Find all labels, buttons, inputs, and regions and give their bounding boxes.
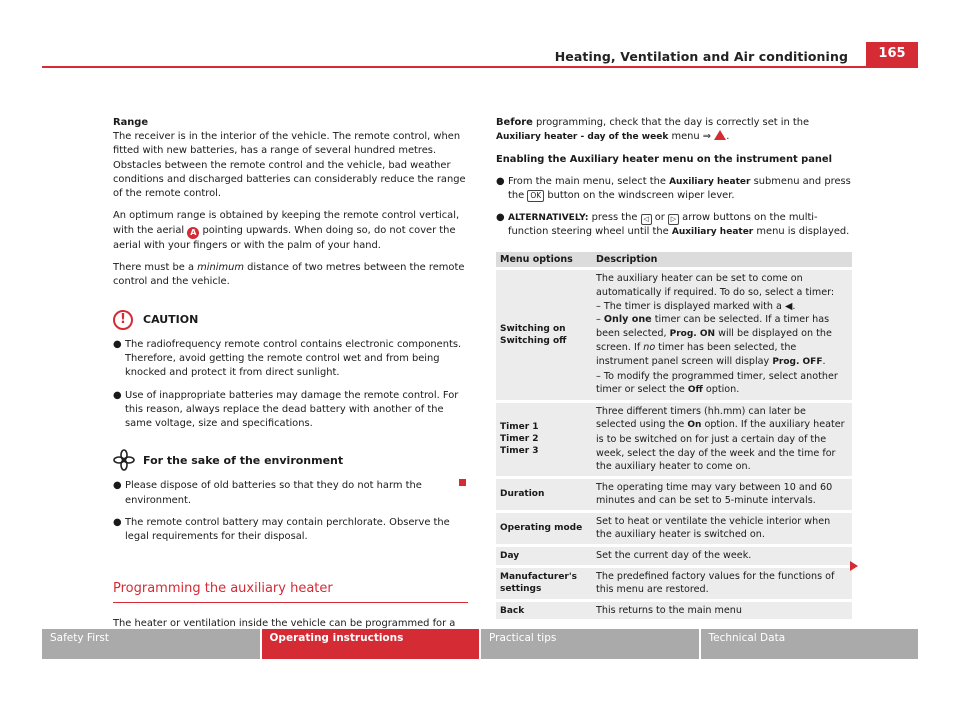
left-arrow-key-icon: ◁: [641, 214, 652, 225]
bold-text: Before: [496, 117, 533, 128]
caution-bullet: [113, 338, 468, 381]
continue-arrow-icon: [850, 561, 858, 571]
caution-icon: !: [113, 310, 133, 330]
text-span: or: [654, 212, 665, 224]
option-cell: Day: [496, 546, 592, 567]
text-span: An optimum range is obtained by keeping the remote control vertical, with the aerial: [113, 210, 460, 236]
text-span: will be displayed on the screen. If: [596, 327, 832, 354]
section-paragraph: The heater or ventilation inside the vehicle can be programmed for a: [113, 617, 456, 629]
range-heading: Range: [113, 117, 149, 128]
desc-line: – The timer is displayed marked with a ◀.: [596, 300, 796, 312]
table-row: [496, 401, 852, 477]
text-span: option. If the auxiliary heater is to be switched on for just a certain day of the week, select the day of the week and the time for the auxiliary heater to come on.: [596, 419, 845, 473]
text-span: menu ⇒: [671, 131, 712, 143]
environment-bullet: [113, 516, 468, 545]
bullet-text: The remote control battery may contain perchlorate. Observe the legal requirements for their disposal.: [125, 517, 450, 543]
text-span: pointing upwards. When doing so, do not cover the aerial with your fingers or with the palm of your hand.: [113, 224, 456, 251]
option-cell: Switching on Switching off: [496, 269, 592, 401]
caution-title: CAUTION: [143, 313, 199, 327]
desc-line: – Only one timer can be selected. If a timer has been selected, Prog. ON will be displayed on the screen. If no timer has been selected, the instrument panel screen will display Prog. OFF.: [596, 314, 832, 367]
marker-arrow-icon: ◀: [785, 300, 793, 312]
bullet-icon: ●: [496, 212, 505, 224]
page-number: 165: [866, 42, 918, 66]
description-cell: Set to heat or ventilate the vehicle interior when the auxiliary heater is switched on.: [592, 511, 852, 545]
text-span: press the: [591, 212, 638, 224]
menu-options-table: [496, 252, 852, 620]
bold-text: Only one: [603, 314, 652, 326]
caution-header: [113, 310, 468, 330]
right-column: [496, 116, 852, 619]
desc-line: The auxiliary heater can be set to come on automatically if required. To do so, select a timer:: [596, 273, 835, 298]
table-row: [496, 566, 852, 600]
tab-operating-instructions[interactable]: Operating instructions: [262, 629, 480, 659]
emphasis-text: minimum: [197, 262, 245, 274]
screen-text: Prog. ON: [669, 328, 716, 339]
bold-text: ALTERNATIVELY:: [508, 213, 589, 224]
emphasis-text: no: [643, 342, 656, 354]
text-span: distance of two metres between the remote control and the vehicle.: [113, 262, 465, 288]
range-paragraph-1: The receiver is in the interior of the vehicle. The remote control, when fitted with new batteries, has a range of several hundred metres. Obstacles between the remote control and the vehicle, bad weather conditions and discharged batteries can considerably reduce the range of the remote control.: [113, 131, 466, 200]
text-span: button on the windscreen wiper lever.: [547, 189, 735, 201]
right-arrow-key-icon: ▷: [668, 214, 679, 225]
bullet-text: [508, 211, 852, 240]
text-span: arrow buttons on the multi-function steering wheel until the: [508, 212, 818, 238]
description-cell: The operating time may vary between 10 and 60 minutes and can be set to 5-minute intervals.: [592, 477, 852, 511]
description-cell: This returns to the main menu: [592, 600, 852, 619]
environment-header: [113, 449, 468, 471]
instruction-bullet: [496, 175, 852, 204]
option-cell: Back: [496, 600, 592, 619]
footer-nav: [42, 629, 918, 659]
table-row: [496, 511, 852, 545]
text-span: menu is displayed.: [756, 226, 850, 238]
caution-bullet: [113, 389, 468, 432]
text-span: – To modify the programmed timer, select another timer or select the: [596, 370, 838, 396]
option-cell: Operating mode: [496, 511, 592, 545]
before-paragraph: Before programming, check that the day is correctly set in the Auxiliary heater - day of the week menu ⇒ .: [496, 117, 810, 143]
bullet-text: The radiofrequency remote control contains electronic components. Therefore, avoid getting the remote control wet and from being knocked and protect it from direct sunlight.: [125, 338, 462, 379]
bullet-icon: ●: [113, 338, 122, 350]
chapter-title: Heating, Ventilation and Air conditioning: [554, 49, 848, 64]
instruction-bullet: [496, 211, 852, 240]
column-header: Description: [592, 252, 852, 269]
section-title: Programming the auxiliary heater: [113, 581, 468, 603]
bullet-text: Use of inappropriate batteries may damage the remote control. For this reason, always replace the dead battery with another of the same voltage, size and specifications.: [125, 389, 459, 430]
description-cell: Set the current day of the week.: [592, 546, 852, 567]
aerial-a-marker: A: [187, 227, 199, 239]
bold-text: Off: [687, 385, 703, 396]
option-cell: Manufacturer's settings: [496, 566, 592, 600]
bold-text: On: [687, 420, 702, 431]
warning-triangle-icon: [714, 130, 726, 140]
range-paragraph-2: [113, 209, 468, 253]
text-span: There must be a: [113, 262, 194, 274]
table-row: [496, 269, 852, 401]
text-span: –: [596, 314, 604, 326]
option-cell: Timer 1 Timer 2 Timer 3: [496, 401, 592, 477]
description-cell: [592, 401, 852, 477]
table-row: [496, 477, 852, 511]
left-column: [113, 116, 468, 645]
bullet-icon: ●: [496, 175, 505, 187]
header-divider: [42, 66, 918, 68]
tab-practical-tips[interactable]: Practical tips: [481, 629, 699, 659]
bullet-text: [508, 175, 852, 204]
bullet-icon: ●: [113, 480, 122, 492]
text-span: option.: [705, 384, 740, 396]
bullet-icon: ●: [113, 389, 122, 401]
menu-name: Auxiliary heater - day of the week: [496, 132, 669, 143]
environment-bullet: [113, 479, 468, 508]
tab-safety-first[interactable]: Safety First: [42, 629, 260, 659]
range-paragraph-3: [113, 261, 468, 290]
environment-leaf-icon: [113, 449, 135, 471]
screen-text: Prog. OFF: [772, 356, 823, 367]
description-cell: The predefined factory values for the functions of this menu are restored.: [592, 566, 852, 600]
table-row: [496, 546, 852, 567]
bullet-text: Please dispose of old batteries so that they do not harm the environment.: [125, 480, 422, 506]
bullet-icon: ●: [113, 517, 122, 529]
table-header-row: [496, 252, 852, 269]
text-span: timer has been selected, the instrument panel screen will display: [596, 342, 797, 367]
column-header: Menu options: [496, 252, 592, 269]
text-span: timer can be selected. If a timer has been selected,: [596, 314, 830, 339]
end-of-section-marker: [459, 479, 466, 486]
desc-line: [596, 370, 848, 398]
option-cell: Duration: [496, 477, 592, 511]
table-row: [496, 600, 852, 619]
ok-key-icon: OK: [527, 190, 544, 202]
tab-technical-data[interactable]: Technical Data: [701, 629, 919, 659]
text-span: Three different timers (hh.mm) can later be selected using the: [596, 405, 806, 431]
description-cell: [592, 269, 852, 401]
environment-title: For the sake of the environment: [143, 453, 344, 467]
menu-name: Auxiliary heater: [671, 227, 754, 238]
text-span: – The timer is displayed marked with a: [596, 300, 782, 312]
text-span: programming, check that the day is correctly set in the: [536, 117, 810, 128]
enable-heading: Enabling the Auxiliary heater menu on the instrument panel: [496, 153, 832, 165]
menu-name: Auxiliary heater: [669, 176, 751, 187]
text-span: From the main menu, select the: [508, 175, 666, 187]
text-span: submenu and press the: [508, 175, 851, 201]
